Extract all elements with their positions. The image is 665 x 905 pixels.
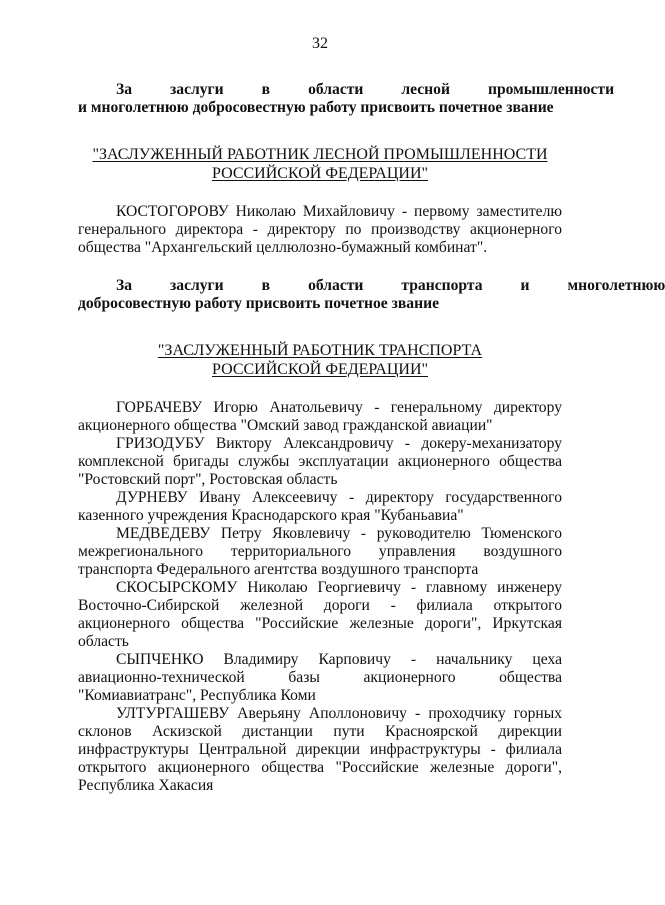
- intro-word: и: [520, 277, 530, 294]
- awardee-gorbachev: ГОРБАЧЕВУ Игорю Анатольевичу - генеральному директору акционерного общества "Омский завод гражданской авиации": [78, 399, 562, 434]
- intro-word: За: [116, 277, 133, 294]
- section-forestry: [78, 81, 615, 257]
- page-number: 32: [312, 35, 328, 52]
- awardee-kostogorov: КОСТОГОРОВУ Николаю Михайловичу - первому заместителю генерального директора - директору по производству акционерного общества "Архангельский целлюлозно-бумажный комбинат".: [78, 203, 562, 256]
- intro-word: в: [261, 277, 271, 294]
- awardee-grizodub: ГРИЗОДУБУ Виктору Александровичу - докеру-механизатору комплексной бригады службы эксплуатации акционерного общества "Ростовский порт", Ростовская область: [78, 435, 562, 488]
- transport-title-line2: РОССИЙСКОЙ ФЕДЕРАЦИИ": [211, 361, 429, 378]
- forestry-intro-rest: и многолетнюю добросовестную работу присвоить почетное звание: [78, 99, 554, 116]
- intro-word: лесной: [401, 81, 450, 98]
- forestry-title-line2: РОССИЙСКОЙ ФЕДЕРАЦИИ": [211, 165, 429, 182]
- intro-word: заслуги: [170, 81, 224, 98]
- intro-word: промышленности: [487, 81, 615, 98]
- awardee-medvedev: МЕДВЕДЕВУ Петру Яковлевичу - руководителю Тюменского межрегионального территориального управления воздушного транспорта Федерального агентства воздушного транспорта: [78, 525, 562, 578]
- transport-intro-rest: добросовестную работу присвоить почетное звание: [78, 295, 439, 312]
- intro-word: За: [116, 81, 133, 98]
- awardee-skosyrsky: СКОСЫРСКОМУ Николаю Георгиевичу - главному инженеру Восточно-Сибирской железной дороги - филиала открытого акционерного общества "Российские железные дороги", Иркутская область: [78, 579, 562, 650]
- document-body: [78, 81, 665, 795]
- intro-word: транспорта: [401, 277, 483, 294]
- forestry-intro-line1: [78, 81, 615, 99]
- intro-word: заслуги: [170, 277, 224, 294]
- awardee-ulturgashev: УЛТУРГАШЕВУ Аверьяну Аполлоновичу - проходчику горных склонов Аскизской дистанции пути Красноярской дирекции инфраструктуры Центральной дирекции инфраструктуры - филиала открытого акционерного общества "Российские железные дороги", Республика Хакасия: [78, 705, 562, 794]
- intro-word: многолетнюю: [567, 277, 665, 294]
- intro-word: области: [308, 81, 364, 98]
- awardee-durnev: ДУРНЕВУ Ивану Алексеевичу - директору государственного казенного учреждения Краснодарского края "Кубаньавиа": [78, 489, 562, 524]
- section-transport: [78, 277, 665, 795]
- transport-title-line1: "ЗАСЛУЖЕННЫЙ РАБОТНИК ТРАНСПОРТА: [157, 342, 483, 359]
- intro-word: области: [308, 277, 364, 294]
- awardee-sypchenko: СЫПЧЕНКО Владимиру Карповичу - начальнику цеха авиационно-технической базы акционерного общества "Комиавиатранс", Республика Коми: [78, 651, 562, 704]
- intro-word: в: [261, 81, 271, 98]
- transport-intro-line1: [78, 277, 665, 295]
- forestry-title-line1: "ЗАСЛУЖЕННЫЙ РАБОТНИК ЛЕСНОЙ ПРОМЫШЛЕННОСТИ: [92, 146, 548, 163]
